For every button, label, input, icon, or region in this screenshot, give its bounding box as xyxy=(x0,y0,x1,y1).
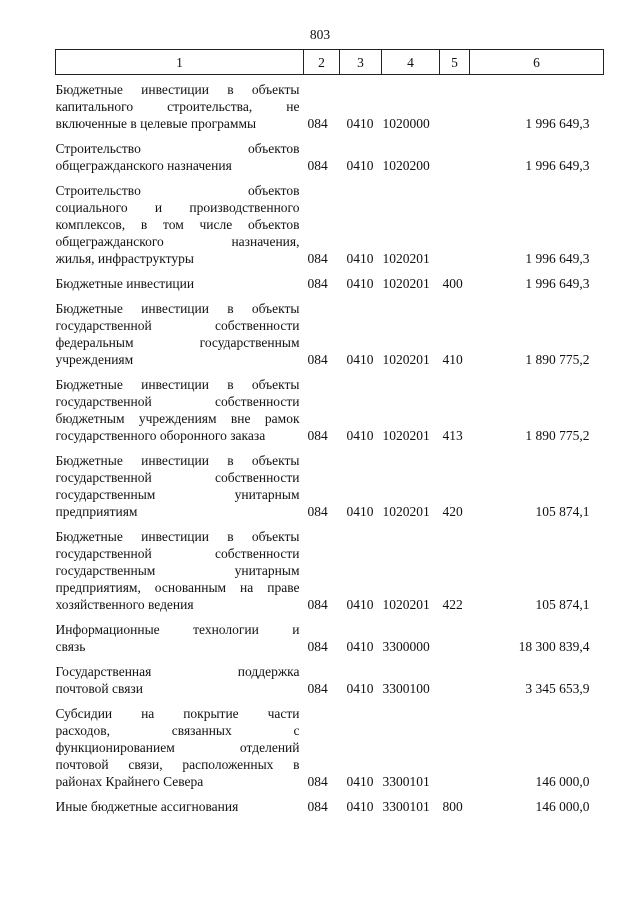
row-name-line: государственным унитарным xyxy=(55,487,300,502)
row-amount: 3 345 653,9 xyxy=(525,681,590,696)
table-row xyxy=(56,293,604,369)
row-name-line: предприятиям, основанным на праве xyxy=(55,580,300,595)
row-name-line: государственного оборонного заказа xyxy=(55,428,266,443)
row-amount: 105 874,1 xyxy=(535,597,590,612)
row-name xyxy=(56,175,304,268)
row-ved-code: 084 xyxy=(307,504,328,519)
row-name-line: капитального строительства, не xyxy=(55,99,300,114)
row-section-code: 0410 xyxy=(346,681,374,696)
row-section-code: 0410 xyxy=(346,352,374,367)
row-name-line: Информационные технологии и xyxy=(55,622,300,637)
row-name xyxy=(56,75,304,134)
row-name-line: государственной собственности xyxy=(55,546,300,561)
row-name xyxy=(56,293,304,369)
row-target-code: 3300101 xyxy=(382,774,430,789)
row-expense-type: 420 xyxy=(442,504,463,519)
row-target-code: 1020201 xyxy=(382,251,430,266)
row-target-code: 1020201 xyxy=(382,597,430,612)
column-header-amount: 6 xyxy=(470,50,604,75)
table-row xyxy=(56,369,604,445)
row-expense-type: 410 xyxy=(442,352,463,367)
row-ved-code: 084 xyxy=(307,597,328,612)
row-name-line: почтовой связи xyxy=(55,681,143,696)
table-row xyxy=(56,268,604,293)
row-name-line: государственной собственности xyxy=(55,394,300,409)
row-amount: 146 000,0 xyxy=(535,799,590,814)
column-header-name: 1 xyxy=(56,50,304,75)
row-name-line: государственной собственности xyxy=(55,318,300,333)
header-row xyxy=(56,50,604,75)
row-name xyxy=(56,614,304,656)
row-ved-code: 084 xyxy=(307,116,328,131)
row-name xyxy=(56,698,304,791)
row-name xyxy=(56,791,304,816)
row-ved-code: 084 xyxy=(307,774,328,789)
row-name-line: хозяйственного ведения xyxy=(55,597,194,612)
row-name-line: Бюджетные инвестиции в объекты xyxy=(55,301,300,316)
row-name-line: Бюджетные инвестиции в объекты xyxy=(55,82,300,97)
row-expense-type xyxy=(440,75,470,134)
row-expense-type xyxy=(440,175,470,268)
table-row xyxy=(56,75,604,134)
row-name-line: комплексов, в том числе объектов xyxy=(55,217,300,232)
row-name-line: районах Крайнего Севера xyxy=(55,774,204,789)
table-row xyxy=(56,521,604,614)
row-target-code: 1020201 xyxy=(382,504,430,519)
row-name-line: включенные в целевые программы xyxy=(55,116,257,131)
row-ved-code: 084 xyxy=(307,639,328,654)
row-target-code: 3300000 xyxy=(382,639,430,654)
row-expense-type: 400 xyxy=(442,276,463,291)
row-target-code: 1020200 xyxy=(382,158,430,173)
row-amount: 1 996 649,3 xyxy=(525,158,590,173)
row-name-line: расходов, связанных с xyxy=(55,723,300,738)
row-name xyxy=(56,445,304,521)
row-ved-code: 084 xyxy=(307,276,328,291)
row-expense-type: 413 xyxy=(442,428,463,443)
column-header-expense-type: 5 xyxy=(440,50,470,75)
row-amount: 105 874,1 xyxy=(535,504,590,519)
row-amount: 1 996 649,3 xyxy=(525,116,590,131)
row-name-line: Бюджетные инвестиции в объекты xyxy=(55,529,300,544)
row-name-line: Строительство объектов xyxy=(55,141,300,156)
row-name-line: Бюджетные инвестиции в объекты xyxy=(55,453,300,468)
row-name-line: почтовой связи, расположенных в xyxy=(55,757,300,772)
table-row xyxy=(56,656,604,698)
row-ved-code: 084 xyxy=(307,428,328,443)
row-name-line: Государственная поддержка xyxy=(55,664,300,679)
row-expense-type xyxy=(440,656,470,698)
table-row xyxy=(56,698,604,791)
table-row xyxy=(56,175,604,268)
row-name xyxy=(56,369,304,445)
row-name-line: функционированием отделений xyxy=(55,740,300,755)
row-name-line: учреждениям xyxy=(55,352,134,367)
row-section-code: 0410 xyxy=(346,799,374,814)
row-name xyxy=(56,268,304,293)
row-target-code: 3300100 xyxy=(382,681,430,696)
row-name-line: Строительство объектов xyxy=(55,183,300,198)
row-amount: 1 890 775,2 xyxy=(525,352,590,367)
column-header-target: 4 xyxy=(382,50,440,75)
row-name xyxy=(56,521,304,614)
row-target-code: 1020201 xyxy=(382,428,430,443)
row-ved-code: 084 xyxy=(307,251,328,266)
row-ved-code: 084 xyxy=(307,352,328,367)
row-name xyxy=(56,133,304,175)
row-ved-code: 084 xyxy=(307,681,328,696)
row-target-code: 3300101 xyxy=(382,799,430,814)
row-section-code: 0410 xyxy=(346,639,374,654)
row-ved-code: 084 xyxy=(307,158,328,173)
table-row xyxy=(56,445,604,521)
row-name xyxy=(56,656,304,698)
row-amount: 1 996 649,3 xyxy=(525,251,590,266)
row-target-code: 1020201 xyxy=(382,276,430,291)
row-name-line: Бюджетные инвестиции xyxy=(55,276,195,291)
column-header-ved: 2 xyxy=(304,50,340,75)
row-name-line: Иные бюджетные ассигнования xyxy=(55,799,239,814)
row-name-line: государственной собственности xyxy=(55,470,300,485)
row-section-code: 0410 xyxy=(346,597,374,612)
row-expense-type: 422 xyxy=(442,597,463,612)
row-name-line: общегражданского назначения xyxy=(55,158,232,173)
row-amount: 1 996 649,3 xyxy=(525,276,590,291)
column-header-razdel: 3 xyxy=(340,50,382,75)
row-ved-code: 084 xyxy=(307,799,328,814)
row-section-code: 0410 xyxy=(346,276,374,291)
row-name-line: бюджетным учреждениям вне рамок xyxy=(55,411,300,426)
row-expense-type xyxy=(440,614,470,656)
row-amount: 1 890 775,2 xyxy=(525,428,590,443)
row-name-line: Бюджетные инвестиции в объекты xyxy=(55,377,300,392)
row-name-line: Субсидии на покрытие части xyxy=(55,706,300,721)
row-section-code: 0410 xyxy=(346,158,374,173)
table-row xyxy=(56,791,604,816)
row-name-line: предприятиям xyxy=(55,504,138,519)
row-expense-type: 800 xyxy=(442,799,463,814)
row-target-code: 1020201 xyxy=(382,352,430,367)
row-name-line: федеральным государственным xyxy=(55,335,300,350)
table-body xyxy=(56,75,604,817)
row-amount: 18 300 839,4 xyxy=(518,639,590,654)
row-expense-type xyxy=(440,698,470,791)
row-name-line: социального и производственного xyxy=(55,200,300,215)
row-target-code: 1020000 xyxy=(382,116,430,131)
row-name-line: государственным унитарным xyxy=(55,563,300,578)
page-number: 803 xyxy=(309,27,331,42)
row-name-line: жилья, инфраструктуры xyxy=(55,251,194,266)
row-section-code: 0410 xyxy=(346,116,374,131)
row-expense-type xyxy=(440,133,470,175)
row-section-code: 0410 xyxy=(346,251,374,266)
table-row xyxy=(56,133,604,175)
table-row xyxy=(56,614,604,656)
row-section-code: 0410 xyxy=(346,428,374,443)
row-section-code: 0410 xyxy=(346,774,374,789)
row-section-code: 0410 xyxy=(346,504,374,519)
budget-table xyxy=(55,49,604,816)
row-amount: 146 000,0 xyxy=(535,774,590,789)
row-name-line: общегражданского назначения, xyxy=(55,234,300,249)
row-name-line: связь xyxy=(55,639,86,654)
